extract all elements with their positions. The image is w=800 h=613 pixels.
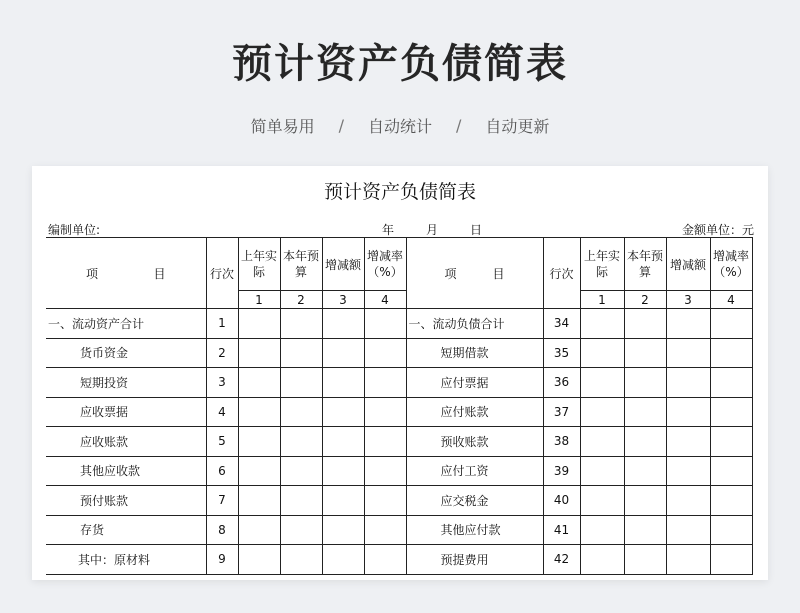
right-change-cell: [666, 515, 710, 545]
left-rate-cell: [364, 397, 406, 427]
left-row-no-cell: 6: [206, 456, 238, 486]
right-row-no-cell: 40: [543, 486, 580, 516]
col-num: 3: [322, 291, 364, 309]
header-budget-left: 本年预算: [280, 238, 322, 291]
right-prev-cell: [580, 486, 624, 516]
right-rate-cell: [710, 545, 752, 575]
left-prev-cell: [238, 456, 280, 486]
left-item-cell: 应收账款: [46, 427, 206, 457]
unit-label: 编制单位:: [48, 223, 101, 237]
spreadsheet-preview: [32, 166, 768, 580]
right-item-cell: 应付账款: [406, 397, 543, 427]
left-prev-cell: [238, 515, 280, 545]
header-item-right: 项 目: [406, 238, 543, 309]
right-row-no-cell: 41: [543, 515, 580, 545]
left-change-cell: [322, 515, 364, 545]
right-item-cell: 其他应付款: [406, 515, 543, 545]
table-row: [46, 515, 752, 545]
col-num: 4: [710, 291, 752, 309]
right-item-cell: 预收账款: [406, 427, 543, 457]
left-change-cell: [322, 427, 364, 457]
right-change-cell: [666, 338, 710, 368]
right-row-no-cell: 38: [543, 427, 580, 457]
right-prev-cell: [580, 309, 624, 339]
right-rate-cell: [710, 397, 752, 427]
right-rate-cell: [710, 427, 752, 457]
left-rate-cell: [364, 368, 406, 398]
left-rate-cell: [364, 456, 406, 486]
hero-title: 预计资产负债简表: [232, 41, 568, 87]
right-rate-cell: [710, 338, 752, 368]
right-budget-cell: [624, 486, 666, 516]
right-change-cell: [666, 309, 710, 339]
header-row-no-right: 行次: [543, 238, 580, 309]
right-budget-cell: [624, 515, 666, 545]
right-prev-cell: [580, 368, 624, 398]
header-item-left: 项 目: [46, 238, 206, 309]
left-row-no-cell: 7: [206, 486, 238, 516]
sheet-title: 预计资产负债简表: [323, 181, 476, 203]
left-row-no-cell: 1: [206, 309, 238, 339]
left-prev-cell: [238, 427, 280, 457]
left-budget-cell: [280, 545, 322, 575]
right-change-cell: [666, 368, 710, 398]
table-row: [46, 397, 752, 427]
left-change-cell: [322, 486, 364, 516]
currency-label: 金额单位：元: [681, 223, 754, 237]
col-num: 1: [238, 291, 280, 309]
right-rate-cell: [710, 486, 752, 516]
table-row: [46, 338, 752, 368]
left-change-cell: [322, 545, 364, 575]
left-item-cell: 其他应收款: [46, 456, 206, 486]
right-rate-cell: [710, 368, 752, 398]
date-month: 月: [425, 223, 438, 237]
table-row: [46, 456, 752, 486]
left-item-cell: 存货: [46, 515, 206, 545]
left-prev-cell: [238, 545, 280, 575]
right-budget-cell: [624, 545, 666, 575]
balance-table: [46, 237, 753, 575]
table-row: [46, 309, 752, 339]
right-item-cell: 预提费用: [406, 545, 543, 575]
left-prev-cell: [238, 368, 280, 398]
left-row-no-cell: 8: [206, 515, 238, 545]
right-prev-cell: [580, 338, 624, 368]
header-prev-left: 上年实际: [238, 238, 280, 291]
right-item-cell: 短期借款: [406, 338, 543, 368]
header-row-no-left: 行次: [206, 238, 238, 309]
col-num: 2: [280, 291, 322, 309]
right-budget-cell: [624, 338, 666, 368]
left-item-cell: 应收票据: [46, 397, 206, 427]
left-rate-cell: [364, 338, 406, 368]
left-item-cell: 短期投资: [46, 368, 206, 398]
right-change-cell: [666, 427, 710, 457]
tag-auto-stat: 自动统计: [367, 117, 432, 136]
right-change-cell: [666, 486, 710, 516]
left-budget-cell: [280, 486, 322, 516]
right-item-cell: 应交税金: [406, 486, 543, 516]
right-rate-cell: [710, 515, 752, 545]
left-row-no-cell: 4: [206, 397, 238, 427]
left-item-cell: 其中：原材料: [46, 545, 206, 575]
header-rate-left: 增减率（%）: [364, 238, 406, 291]
right-row-no-cell: 36: [543, 368, 580, 398]
header-row: [46, 238, 752, 291]
left-budget-cell: [280, 515, 322, 545]
left-change-cell: [322, 309, 364, 339]
left-budget-cell: [280, 309, 322, 339]
right-budget-cell: [624, 309, 666, 339]
left-rate-cell: [364, 486, 406, 516]
left-row-no-cell: 9: [206, 545, 238, 575]
tag-separator: /: [338, 116, 344, 135]
left-budget-cell: [280, 397, 322, 427]
header-rate-right: 增减率（%）: [710, 238, 752, 291]
left-change-cell: [322, 338, 364, 368]
left-row-no-cell: 3: [206, 368, 238, 398]
left-change-cell: [322, 368, 364, 398]
left-rate-cell: [364, 427, 406, 457]
right-budget-cell: [624, 397, 666, 427]
col-num: 2: [624, 291, 666, 309]
feature-tags: [0, 114, 800, 137]
right-budget-cell: [624, 456, 666, 486]
right-row-no-cell: 42: [543, 545, 580, 575]
left-budget-cell: [280, 456, 322, 486]
date-label: [382, 221, 482, 238]
table-row: [46, 427, 752, 457]
header-change-left: 增减额: [322, 238, 364, 291]
right-item-cell: 一、流动负债合计: [406, 309, 543, 339]
header-prev-right: 上年实际: [580, 238, 624, 291]
right-row-no-cell: 34: [543, 309, 580, 339]
right-prev-cell: [580, 427, 624, 457]
left-budget-cell: [280, 368, 322, 398]
right-change-cell: [666, 397, 710, 427]
header-budget-right: 本年预算: [624, 238, 666, 291]
left-prev-cell: [238, 309, 280, 339]
left-prev-cell: [238, 397, 280, 427]
date-day: 日: [469, 223, 482, 237]
left-rate-cell: [364, 309, 406, 339]
left-change-cell: [322, 456, 364, 486]
left-item-cell: 一、流动资产合计: [46, 309, 206, 339]
table-body: [46, 309, 752, 575]
left-row-no-cell: 5: [206, 427, 238, 457]
left-prev-cell: [238, 486, 280, 516]
left-budget-cell: [280, 427, 322, 457]
tag-easy: 简单易用: [250, 117, 315, 136]
left-rate-cell: [364, 545, 406, 575]
col-num: 3: [666, 291, 710, 309]
table-row: [46, 545, 752, 575]
right-budget-cell: [624, 368, 666, 398]
left-rate-cell: [364, 515, 406, 545]
col-num: 4: [364, 291, 406, 309]
right-prev-cell: [580, 456, 624, 486]
table-row: [46, 486, 752, 516]
right-item-cell: 应付工资: [406, 456, 543, 486]
right-prev-cell: [580, 515, 624, 545]
right-rate-cell: [710, 309, 752, 339]
tag-separator: /: [456, 116, 462, 135]
right-change-cell: [666, 456, 710, 486]
left-item-cell: 货币资金: [46, 338, 206, 368]
col-num: 1: [580, 291, 624, 309]
right-row-no-cell: 39: [543, 456, 580, 486]
date-year: 年: [382, 223, 395, 237]
header-change-right: 增减额: [666, 238, 710, 291]
right-prev-cell: [580, 545, 624, 575]
left-item-cell: 预付账款: [46, 486, 206, 516]
left-row-no-cell: 2: [206, 338, 238, 368]
right-rate-cell: [710, 456, 752, 486]
right-prev-cell: [580, 397, 624, 427]
tag-auto-update: 自动更新: [485, 117, 550, 136]
right-change-cell: [666, 545, 710, 575]
left-change-cell: [322, 397, 364, 427]
right-budget-cell: [624, 427, 666, 457]
table-row: [46, 368, 752, 398]
right-row-no-cell: 37: [543, 397, 580, 427]
right-row-no-cell: 35: [543, 338, 580, 368]
left-budget-cell: [280, 338, 322, 368]
left-prev-cell: [238, 338, 280, 368]
right-item-cell: 应付票据: [406, 368, 543, 398]
